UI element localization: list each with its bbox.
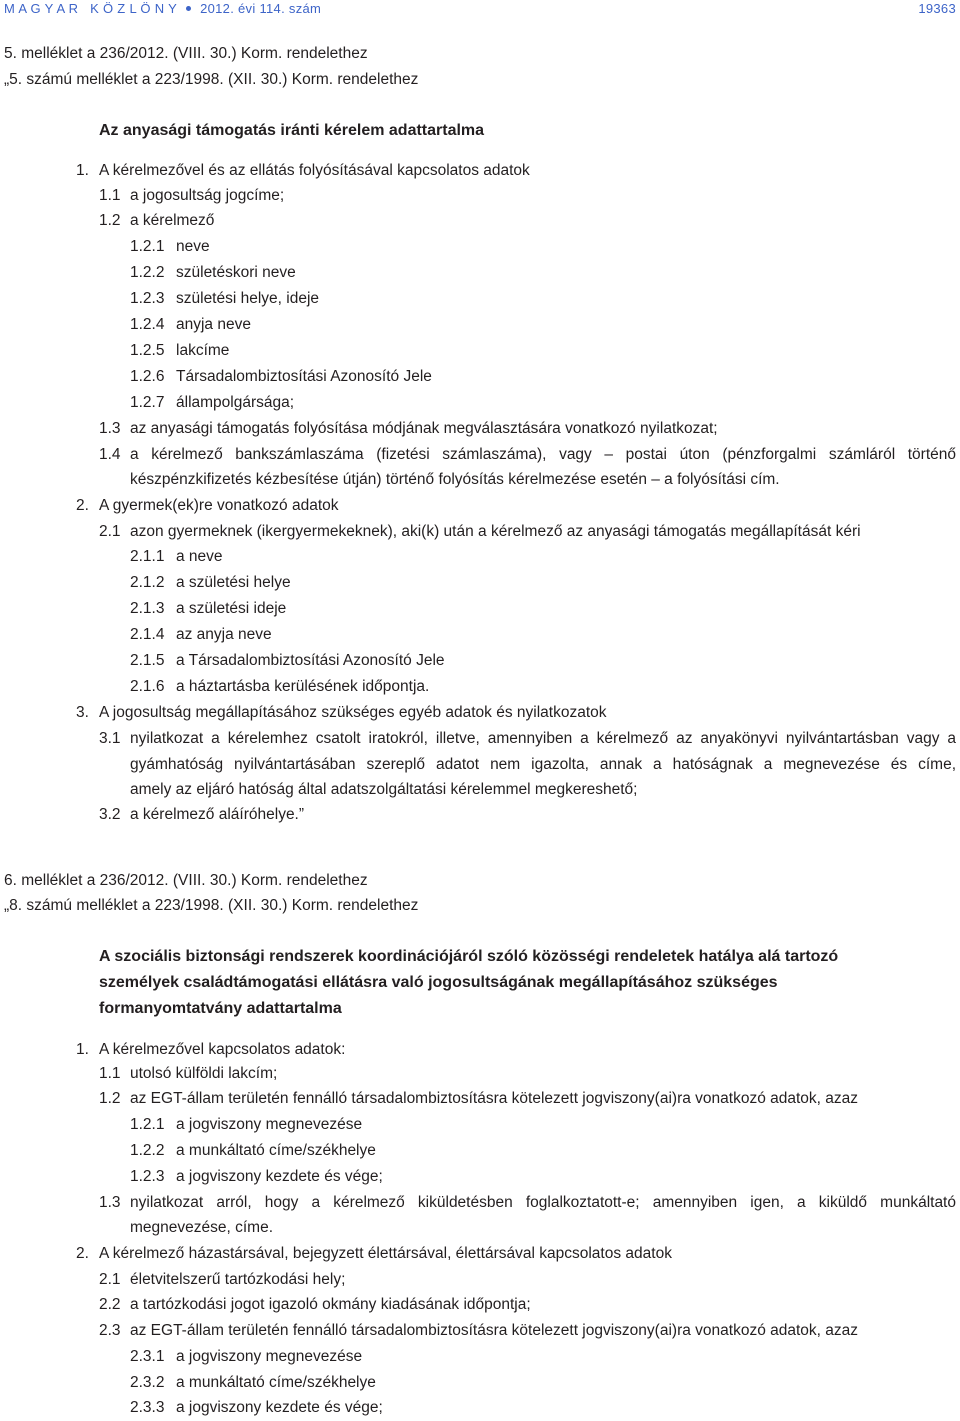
subitem-text: születéskori neve <box>176 264 296 281</box>
running-header <box>4 0 321 18</box>
subitem-text: állampolgársága; <box>176 394 295 411</box>
subitem-text: a munkáltató címe/székhelye <box>176 1374 376 1391</box>
item-number: 1.3 <box>99 1194 121 1211</box>
section-number: 2. <box>76 497 89 514</box>
subitem-text: lakcíme <box>176 342 230 359</box>
annex5-title: Az anyasági támogatás iránti kérelem adattartalma <box>99 122 485 139</box>
item-number: 1.4 <box>99 446 121 463</box>
section-heading: A kérelmezővel kapcsolatos adatok: <box>99 1041 346 1058</box>
item-text: utolsó külföldi lakcím; <box>130 1065 278 1082</box>
subitem-number: 1.2.4 <box>130 316 165 333</box>
journal-name: M A G Y A R K Ö Z L Ö N Y <box>4 1 178 16</box>
subitem-text: az anyja neve <box>176 626 272 643</box>
subitem-text: a születési helye <box>176 574 291 591</box>
item-text-line: nyilatkozat a kérelemhez csatolt iratokról, illetve, amennyiben a kérelmező az anyakönyvi nyilvántartásban vagy a <box>130 730 956 747</box>
item-number: 1.3 <box>99 420 121 437</box>
annex6-reference: 6. melléklet a 236/2012. (VIII. 30.) Korm. rendelethez <box>4 872 368 889</box>
subitem-number: 2.1.4 <box>130 626 165 643</box>
item-text-line: gyámhatóság nyilvántartásában szereplő adatot nem igazolta, annak a hatóságnak a megnevezése és címe, <box>130 756 956 773</box>
item-text: az anyasági támogatás folyósítása módjának megválasztására vonatkozó nyilatkozat; <box>130 420 718 437</box>
item-text: életvitelszerű tartózkodási hely; <box>130 1271 346 1288</box>
subitem-number: 1.2.7 <box>130 394 165 411</box>
item-number: 1.1 <box>99 187 121 204</box>
subitem-text: a munkáltató címe/székhelye <box>176 1142 376 1159</box>
subitem-text: a jogviszony kezdete és vége; <box>176 1399 383 1416</box>
item-text-line: készpénzkifizetés kézbesítése útján) történő folyósítás kérelmezése esetén – a folyósítási cím. <box>130 471 780 488</box>
item-text-line: nyilatkozat arról, hogy a kérelmező kiküldetésben foglalkoztatott-e; amennyiben igen, a kiküldő munkáltató <box>130 1194 956 1211</box>
annex6-title-line: személyek családtámogatási ellátásra való jogosultságának megállapításához szükséges <box>99 974 778 991</box>
section-heading: A kérelmező házastársával, bejegyzett élettársával, élettársával kapcsolatos adatok <box>99 1245 672 1262</box>
subitem-text: a jogviszony kezdete és vége; <box>176 1168 383 1185</box>
subitem-number: 1.2.3 <box>130 1168 165 1185</box>
subitem-number: 1.2.6 <box>130 368 165 385</box>
item-text-line: amely az eljáró hatóság által adatszolgáltatási kérelemmel megkereshető; <box>130 781 638 798</box>
item-text-line: a kérelmező bankszámlaszáma (fizetési számlaszáma), vagy – postai úton (pénzforgalmi számláról történő <box>130 446 956 463</box>
item-text: a kérelmező <box>130 212 215 229</box>
item-text: a kérelmező aláíróhelye.” <box>130 806 305 823</box>
subitem-number: 2.1.5 <box>130 652 165 669</box>
subitem-number: 2.3.1 <box>130 1348 165 1365</box>
subitem-text: a neve <box>176 548 223 565</box>
item-text-line: megnevezése, címe. <box>130 1219 274 1236</box>
item-number: 3.2 <box>99 806 121 823</box>
section-heading: A gyermek(ek)re vonatkozó adatok <box>99 497 339 514</box>
item-text: az EGT-állam területén fennálló társadalombiztosításra kötelezett jogviszony(ai)ra vonatkozó adatok, azaz <box>130 1322 859 1339</box>
bullet-icon <box>186 6 191 11</box>
item-number: 1.2 <box>99 1090 121 1107</box>
item-text: a jogosultság jogcíme; <box>130 187 285 204</box>
issue-number: 2012. évi 114. szám <box>200 1 322 16</box>
subitem-number: 1.2.1 <box>130 1116 165 1133</box>
subitem-text: a születési ideje <box>176 600 287 617</box>
section-number: 2. <box>76 1245 89 1262</box>
item-number: 2.3 <box>99 1322 121 1339</box>
item-number: 3.1 <box>99 730 121 747</box>
subitem-text: a Társadalombiztosítási Azonosító Jele <box>176 652 445 669</box>
annex5-subreference: „5. számú melléklet a 223/1998. (XII. 30.) Korm. rendelethez <box>4 71 419 88</box>
page-number: 19363 <box>918 1 956 16</box>
subitem-number: 2.3.2 <box>130 1374 165 1391</box>
subitem-text: neve <box>176 238 210 255</box>
item-text: az EGT-állam területén fennálló társadalombiztosításra kötelezett jogviszony(ai)ra vonatkozó adatok, azaz <box>130 1090 859 1107</box>
subitem-number: 1.2.2 <box>130 1142 165 1159</box>
subitem-number: 1.2.2 <box>130 264 165 281</box>
annex6-subreference: „8. számú melléklet a 223/1998. (XII. 30.) Korm. rendelethez <box>4 897 419 914</box>
subitem-number: 2.1.1 <box>130 548 165 565</box>
item-text: azon gyermeknek (ikergyermekeknek), aki(k) után a kérelmező az anyasági támogatás megállapítását kéri <box>130 523 861 540</box>
subitem-text: a jogviszony megnevezése <box>176 1116 363 1133</box>
subitem-text: Társadalombiztosítási Azonosító Jele <box>176 368 432 385</box>
section-number: 1. <box>76 162 89 179</box>
subitem-number: 1.2.3 <box>130 290 165 307</box>
subitem-text: a háztartásba kerülésének időpontja. <box>176 678 430 695</box>
section-heading: A jogosultság megállapításához szükséges egyéb adatok és nyilatkozatok <box>99 704 607 721</box>
subitem-text: születési helye, ideje <box>176 290 320 307</box>
item-number: 1.1 <box>99 1065 121 1082</box>
subitem-number: 1.2.5 <box>130 342 165 359</box>
subitem-number: 2.1.6 <box>130 678 165 695</box>
subitem-text: anyja neve <box>176 316 251 333</box>
annex5-reference: 5. melléklet a 236/2012. (VIII. 30.) Korm. rendelethez <box>4 45 368 62</box>
annex6-title-line: A szociális biztonsági rendszerek koordinációjáról szóló közösségi rendeletek hatálya alá tartozó <box>99 948 839 965</box>
item-number: 1.2 <box>99 212 121 229</box>
item-number: 2.1 <box>99 1271 121 1288</box>
item-text: a tartózkodási jogot igazoló okmány kiadásának időpontja; <box>130 1296 531 1313</box>
section-number: 1. <box>76 1041 89 1058</box>
section-number: 3. <box>76 704 89 721</box>
subitem-text: a jogviszony megnevezése <box>176 1348 363 1365</box>
annex6-title-line: formanyomtatvány adattartalma <box>99 1000 342 1017</box>
subitem-number: 2.1.2 <box>130 574 165 591</box>
subitem-number: 2.3.3 <box>130 1399 165 1416</box>
subitem-number: 1.2.1 <box>130 238 165 255</box>
section-heading: A kérelmezővel és az ellátás folyósításával kapcsolatos adatok <box>99 162 530 179</box>
subitem-number: 2.1.3 <box>130 600 165 617</box>
item-number: 2.2 <box>99 1296 121 1313</box>
item-number: 2.1 <box>99 523 121 540</box>
